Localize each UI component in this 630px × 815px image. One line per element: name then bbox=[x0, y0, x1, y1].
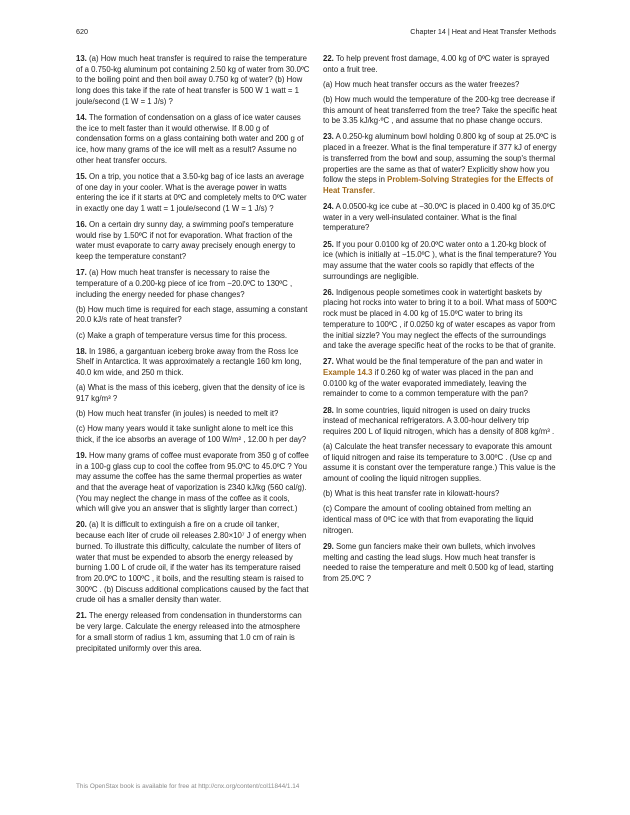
problem-15: 15. On a trip, you notice that a 3.50-kg bag of ice lasts an average of one day in your cooler. What is the average power in watts entering the ice if it starts at 0ºC and completely melts to 0ºC water in exactly one day 1 watt = 1 joule/second (1 W = 1 J/s) ? bbox=[76, 171, 307, 213]
problem-28: 28. In some countries, liquid nitrogen is used on dairy trucks instead of mechanical refrigerators. A 3.00-hour delivery trip requires 200 L of liquid nitrogen, which has a density of 808 kg/m³ . (a) Calculate the heat transfer necessary to evaporate this amount of liquid nitrogen and raise its temperature to 3.00ºC . (Use cp and assume it is constant over the temperature range.) This value is the amount of cooling the liquid nitrogen supplies. (b) What is this heat transfer rate in kilowatt-hours? (c) Compare the amount of cooling obtained from melting an identical mass of 0ºC ice with that from evaporating the liquid nitrogen. bbox=[323, 405, 556, 535]
problem-26: 26. Indigenous people sometimes cook in watertight baskets by placing hot rocks into water to bring it to a boil. What mass of 500ºC rock must be placed in 4.00 kg of 15.0ºC water to bring its temperature to 100ºC , if 0.0250 kg of water escapes as vapor from the initial sizzle? You may neglect the effects of the surroundings and take the average specific heat of the rocks to be that of granite. bbox=[323, 287, 557, 351]
left-column bbox=[76, 54, 310, 660]
chapter-header: Chapter 14 | Heat and Heat Transfer Methods bbox=[410, 27, 556, 36]
problem-17: 17. (a) How much heat transfer is necessary to raise the temperature of a 0.200-kg piece of ice from −20.0ºC to 130ºC , including the energy needed for phase changes? (b) How much time is required for each stage, assuming a constant 20.0 kJ/s rate of heat transfer? (c) Make a graph of temperature versus time for this process. bbox=[76, 268, 308, 340]
problem-24: 24. A 0.0500-kg ice cube at −30.0ºC is placed in 0.400 kg of 35.0ºC water in a very well-insulated container. What is the final temperature? bbox=[323, 202, 556, 233]
problem-solving-strategies-link[interactable]: Problem-Solving Strategies for the Effects of Heat Transfer bbox=[323, 175, 554, 195]
problem-13: 13. (a) How much heat transfer is required to raise the temperature of a 0.750-kg aluminum pot containing 2.50 kg of water from 30.0ºC to the boiling point and then boil away 0.750 kg of water? (b) How long does this take if the rate of heat transfer is 500 W 1 watt = 1 joule/second (1 W = 1 J/s) ? bbox=[76, 54, 310, 106]
problem-14: 14. The formation of condensation on a glass of ice water causes the ice to melt faster than it would otherwise. If 8.00 g of condensation forms on a glass containing both water and 200 g of ice, how many grams of the ice will melt as a result? Assume no other heat transfer occurs. bbox=[76, 112, 304, 165]
problem-25: 25. If you pour 0.0100 kg of 20.0ºC water onto a 1.20-kg block of ice (which is initially at −15.0ºC ), what is the final temperature? You may assume that the water cools so rapidly that effects of the surroundings are negligible. bbox=[323, 239, 557, 281]
page-number: 620 bbox=[76, 27, 88, 36]
problem-21: 21. The energy released from condensation in thunderstorms can be very large. Calculate the energy released into the atmosphere for a small storm of radius 1 km, assuming that 1.0 cm of rain is precipitated uniformly over this area. bbox=[76, 611, 302, 653]
right-column bbox=[323, 54, 557, 590]
problem-29: 29. Some gun fanciers make their own bullets, which involves melting and casting the lead slugs. How much heat transfer is needed to raise the temperature and melt 0.500 kg of lead, starting from 25.0ºC ? bbox=[323, 541, 554, 583]
problem-27: 27. What would be the final temperature of the pan and water in Example 14.3 if 0.260 kg of water was placed in the pan and 0.0100 kg of the water evaporated immediately, leaving the remainder to come to a common temperature with the pan? bbox=[323, 357, 543, 399]
problem-22: 22. To help prevent frost damage, 4.00 kg of 0ºC water is sprayed onto a fruit tree. (a) How much heat transfer occurs as the water freezes? (b) How much would the temperature of the 200-kg tree decrease if this amount of heat transferred from the tree? Take the specific heat to be 3.35 kJ/kg·ºC , and assume that no phase change occurs. bbox=[323, 54, 557, 126]
problem-23: 23. A 0.250-kg aluminum bowl holding 0.800 kg of soup at 25.0ºC is placed in a freezer. What is the final temperature if 377 kJ of energy is transferred from the bowl and soup, assuming the soup's thermal properties are the same as that of water? Explicitly show how you follow the steps in Problem-Solving Strategies for the Effects of Heat Transfer. bbox=[323, 132, 557, 195]
problem-20: 20. (a) It is difficult to extinguish a fire on a crude oil tanker, because each liter of crude oil releases 2.80×10⁷ J of energy when burned. To illustrate this difficulty, calculate the number of liters of water that must be expended to absorb the energy released by burning 1.00 L of crude oil, if the water has its temperature raised from 20.0ºC to 100ºC , it boils, and the resulting steam is raised to 300ºC . (b) Discuss additional complications caused by the fact that crude oil has a smaller density than water. bbox=[76, 520, 309, 605]
footer-note: This OpenStax book is available for free at http://cnx.org/content/col11844/1.14 bbox=[76, 783, 300, 790]
problem-16: 16. On a certain dry sunny day, a swimming pool's temperature would rise by 1.50ºC if not for evaporation. What fraction of the water must evaporate to carry away precisely enough energy to keep the temperature constant? bbox=[76, 220, 296, 262]
example-14-3-link[interactable]: Example 14.3 bbox=[323, 368, 373, 378]
problem-19: 19. How many grams of coffee must evaporate from 350 g of coffee in a 100-g glass cup to cool the coffee from 95.0ºC to 45.0ºC ? You may assume the coffee has the same thermal properties as water and that the average heat of vaporization is 2340 kJ/kg (560 cal/g). (You may neglect the change in mass of the coffee as it cools, which will give you an answer that is slightly larger than correct.) bbox=[76, 450, 309, 514]
problem-18: 18. In 1986, a gargantuan iceberg broke away from the Ross Ice Shelf in Antarctica. It was approximately a rectangle 160 km long, 40.0 km wide, and 250 m thick. (a) What is the mass of this iceberg, given that the density of ice is 917 kg/m³ ? (b) How much heat transfer (in joules) is needed to melt it? (c) How many years would it take sunlight alone to melt ice this thick, if the ice absorbs an average of 100 W/m² , 12.00 h per day? bbox=[76, 346, 307, 444]
